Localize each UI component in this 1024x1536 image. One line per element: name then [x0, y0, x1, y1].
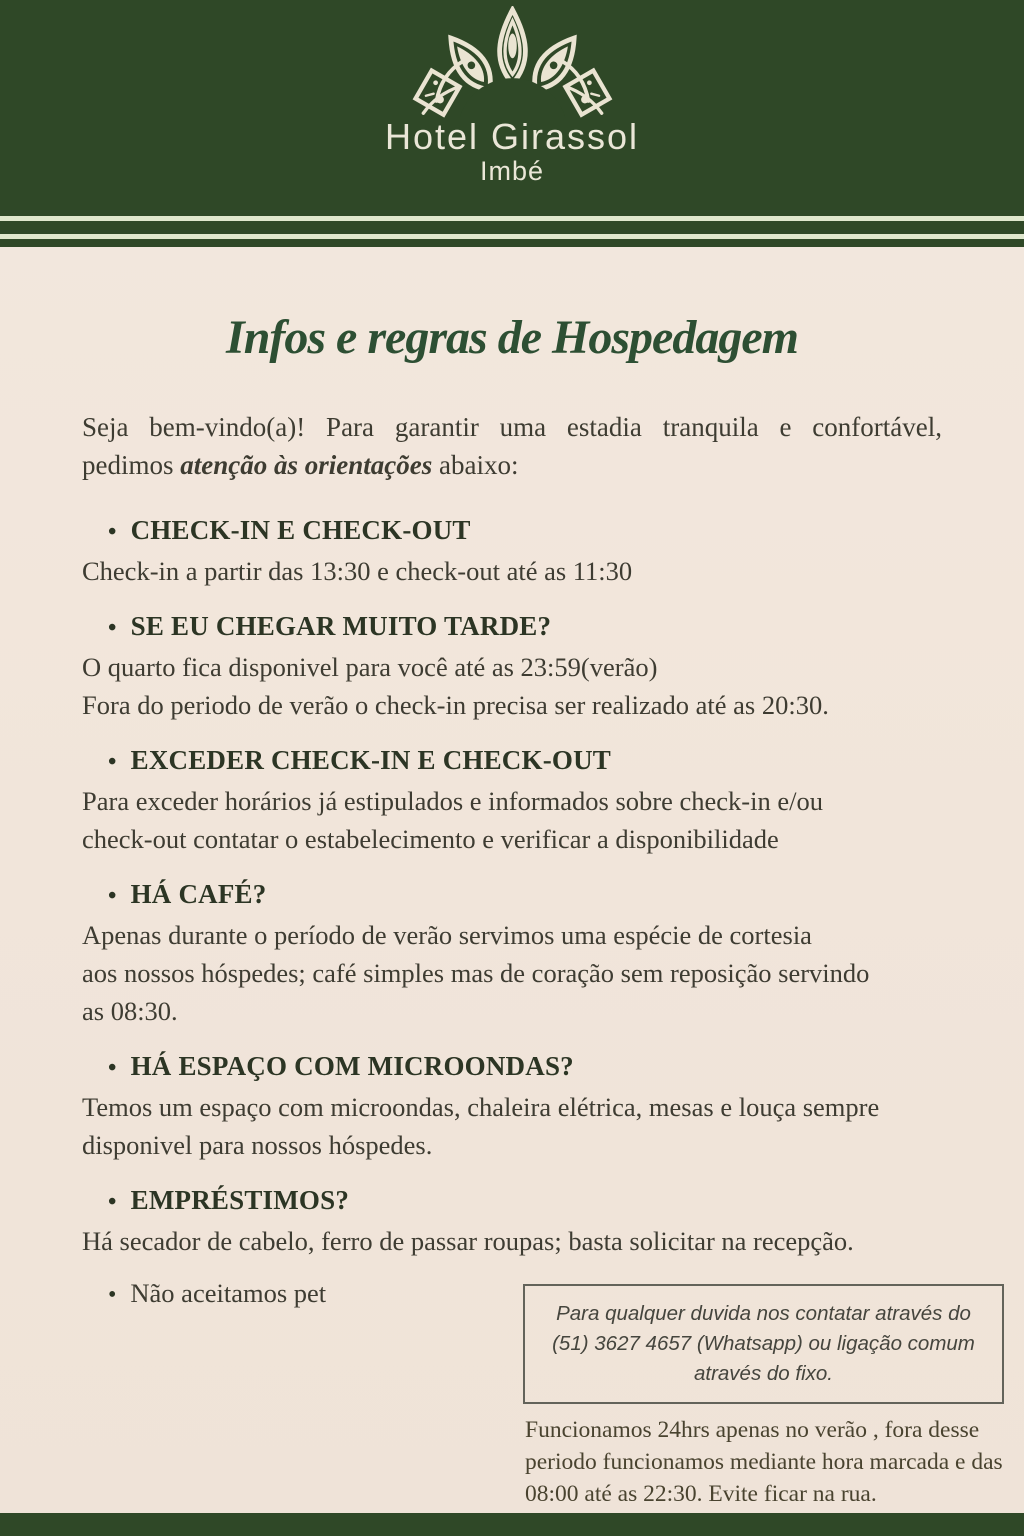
welcome-paragraph [82, 408, 942, 484]
section-text-line: Check-in a partir das 13:30 e check-out até as 11:30 [82, 556, 633, 586]
hotel-name: Hotel Girassol [384, 116, 640, 157]
section-checkin-checkout [82, 512, 952, 590]
section-heading: • HÁ CAFÉ? [108, 876, 952, 914]
section-exceed-times [82, 742, 952, 858]
divider-line-top [0, 216, 1024, 221]
section-text-line: O quarto fica disponivel para você até as 23:59(verão) [82, 652, 658, 682]
footer-bar [0, 1513, 1024, 1536]
section-text-line: check-out contatar o estabelecimento e verificar a disponibilidade [82, 824, 779, 854]
hours-line: periodo funcionamos mediante hora marcada e das [525, 1449, 1003, 1475]
contact-line: Para qualquer duvida nos contatar através do [556, 1302, 971, 1325]
rules-sections [82, 494, 952, 1314]
section-heading: • EMPRÉSTIMOS? [108, 1182, 952, 1220]
hours-line: Funcionamos 24hrs apenas no verão , fora desse [525, 1417, 980, 1443]
hours-line: 08:00 até as 22:30. Evite ficar na rua. [525, 1481, 877, 1507]
contact-line: através do fixo. [693, 1362, 833, 1385]
section-text-line: as 08:30. [82, 996, 178, 1026]
hotel-city: Imbé [479, 156, 545, 186]
welcome-line2: pedimos atenção às orientações abaixo: [82, 450, 519, 480]
bullet-icon: • [108, 1189, 117, 1215]
section-heading: • CHECK-IN E CHECK-OUT [108, 512, 952, 550]
section-heading: • SE EU CHEGAR MUITO TARDE? [108, 608, 952, 646]
divider-line-bottom [0, 234, 1024, 239]
lotus-mandala-icon [370, 6, 655, 118]
section-breakfast [82, 876, 952, 1030]
no-pets-note: • Não aceitamos pet [108, 1274, 952, 1314]
section-text-line: Temos um espaço com microondas, chaleira elétrica, mesas e louça sempre [82, 1092, 880, 1122]
section-text-line: Fora do periodo de verão o check-in precisa ser realizado até as 20:30. [82, 690, 829, 720]
section-text-line: aos nossos hóspedes; café simples mas de coração sem reposição servindo [82, 958, 870, 988]
opening-hours-note [525, 1414, 1024, 1510]
bullet-icon: • [108, 1282, 117, 1308]
section-loans [82, 1182, 952, 1260]
bullet-icon: • [108, 883, 117, 909]
welcome-emphasis: atenção às orientações [180, 450, 433, 480]
page-title: Infos e regras de Hospedagem [226, 311, 798, 364]
section-heading: • HÁ ESPAÇO COM MICROONDAS? [108, 1048, 952, 1086]
section-text-line: Há secador de cabelo, ferro de passar roupas; basta solicitar na recepção. [82, 1226, 854, 1256]
section-text-line: disponivel para nossos hóspedes. [82, 1130, 433, 1160]
bullet-icon: • [108, 519, 117, 545]
bullet-icon: • [108, 749, 117, 775]
section-late-arrival [82, 608, 952, 724]
bullet-icon: • [108, 615, 117, 641]
header-banner [0, 0, 1024, 247]
section-text-line: Para exceder horários já estipulados e informados sobre check-in e/ou [82, 786, 823, 816]
contact-line: (51) 3627 4657 (Whatsapp) ou ligação comum [552, 1332, 975, 1355]
section-microwave-space [82, 1048, 952, 1164]
bullet-icon: • [108, 1055, 117, 1081]
section-heading: • EXCEDER CHECK-IN E CHECK-OUT [108, 742, 952, 780]
welcome-line1: Seja bem-vindo(a)! Para garantir uma estadia tranquila e confortável, [82, 412, 942, 442]
section-text-line: Apenas durante o período de verão servimos uma espécie de cortesia [82, 920, 812, 950]
contact-info-box [523, 1284, 1004, 1404]
